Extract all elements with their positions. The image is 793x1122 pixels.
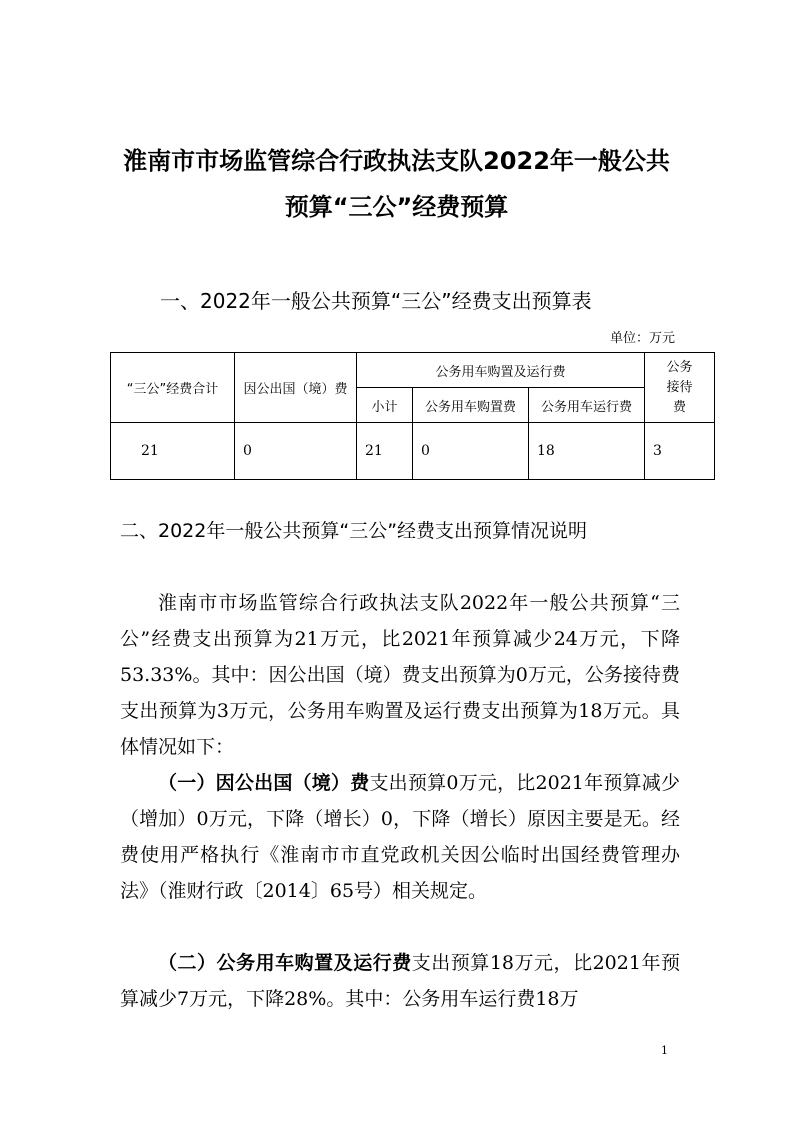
table-row — [111, 423, 715, 480]
cell-abroad: 0 — [235, 423, 357, 480]
header-subtotal: 小计 — [357, 388, 413, 423]
cell-reception: 3 — [645, 423, 715, 480]
page-number: 1 — [661, 1044, 668, 1057]
cell-subtotal: 21 — [357, 423, 413, 480]
unit-label: 单位：万元 — [609, 331, 675, 346]
paragraph-vehicle — [120, 945, 680, 1017]
header-vehicle-group: 公务用车购置及运行费 — [357, 353, 645, 388]
document-title-line-2: 预算“三公”经费预算 — [284, 193, 509, 221]
header-reception — [645, 353, 715, 423]
paragraph-vehicle-body: 支出预算18万元，比2021年预算减少7万元，下降28%。其中：公务用车运行费18万 — [120, 952, 680, 1010]
paragraph-vehicle-lead: （二）公务用车购置及运行费 — [158, 952, 412, 974]
paragraph-abroad-body: 支出预算0万元，比2021年预算减少（增加）0万元，下降（增长）0，下降（增长）原因主要是无。经费使用严格执行《淮南市市直党政机关因公临时出国经费管理办法》（淮财行政〔2014〕65号）相关规定。 — [120, 772, 680, 902]
header-abroad: 因公出国（境）费 — [235, 353, 357, 423]
cell-vehicle-purchase: 0 — [413, 423, 529, 480]
paragraph-abroad-lead: （一）因公出国（境）费 — [158, 772, 370, 794]
section-1-heading: 一、2022年一般公共预算“三公”经费支出预算表 — [160, 289, 592, 313]
header-vehicle-operation: 公务用车运行费 — [529, 388, 645, 423]
paragraph-summary: 淮南市市场监管综合行政执法支队2022年一般公共预算“三公”经费支出预算为21万元，比2021年预算减少24万元，下降53.33%。其中：因公出国（境）费支出预算为0万元，公务接待费支出预算为3万元，公务用车购置及运行费支出预算为18万元。具体情况如下： — [120, 592, 680, 758]
document-title-line-1: 淮南市市场监管综合行政执法支队2022年一般公共 — [123, 147, 670, 175]
cell-total: 21 — [111, 423, 235, 480]
header-vehicle-purchase: 公务用车购置费 — [413, 388, 529, 423]
paragraph-abroad — [120, 765, 680, 909]
header-reception-text: 公务接待费 — [666, 359, 693, 415]
section-2-heading: 二、2022年一般公共预算“三公”经费支出预算情况说明 — [120, 520, 588, 542]
cell-vehicle-operation: 18 — [529, 423, 645, 480]
budget-table — [110, 352, 715, 480]
table-header-row-1 — [111, 353, 715, 388]
header-total: “三公”经费合计 — [111, 353, 235, 423]
